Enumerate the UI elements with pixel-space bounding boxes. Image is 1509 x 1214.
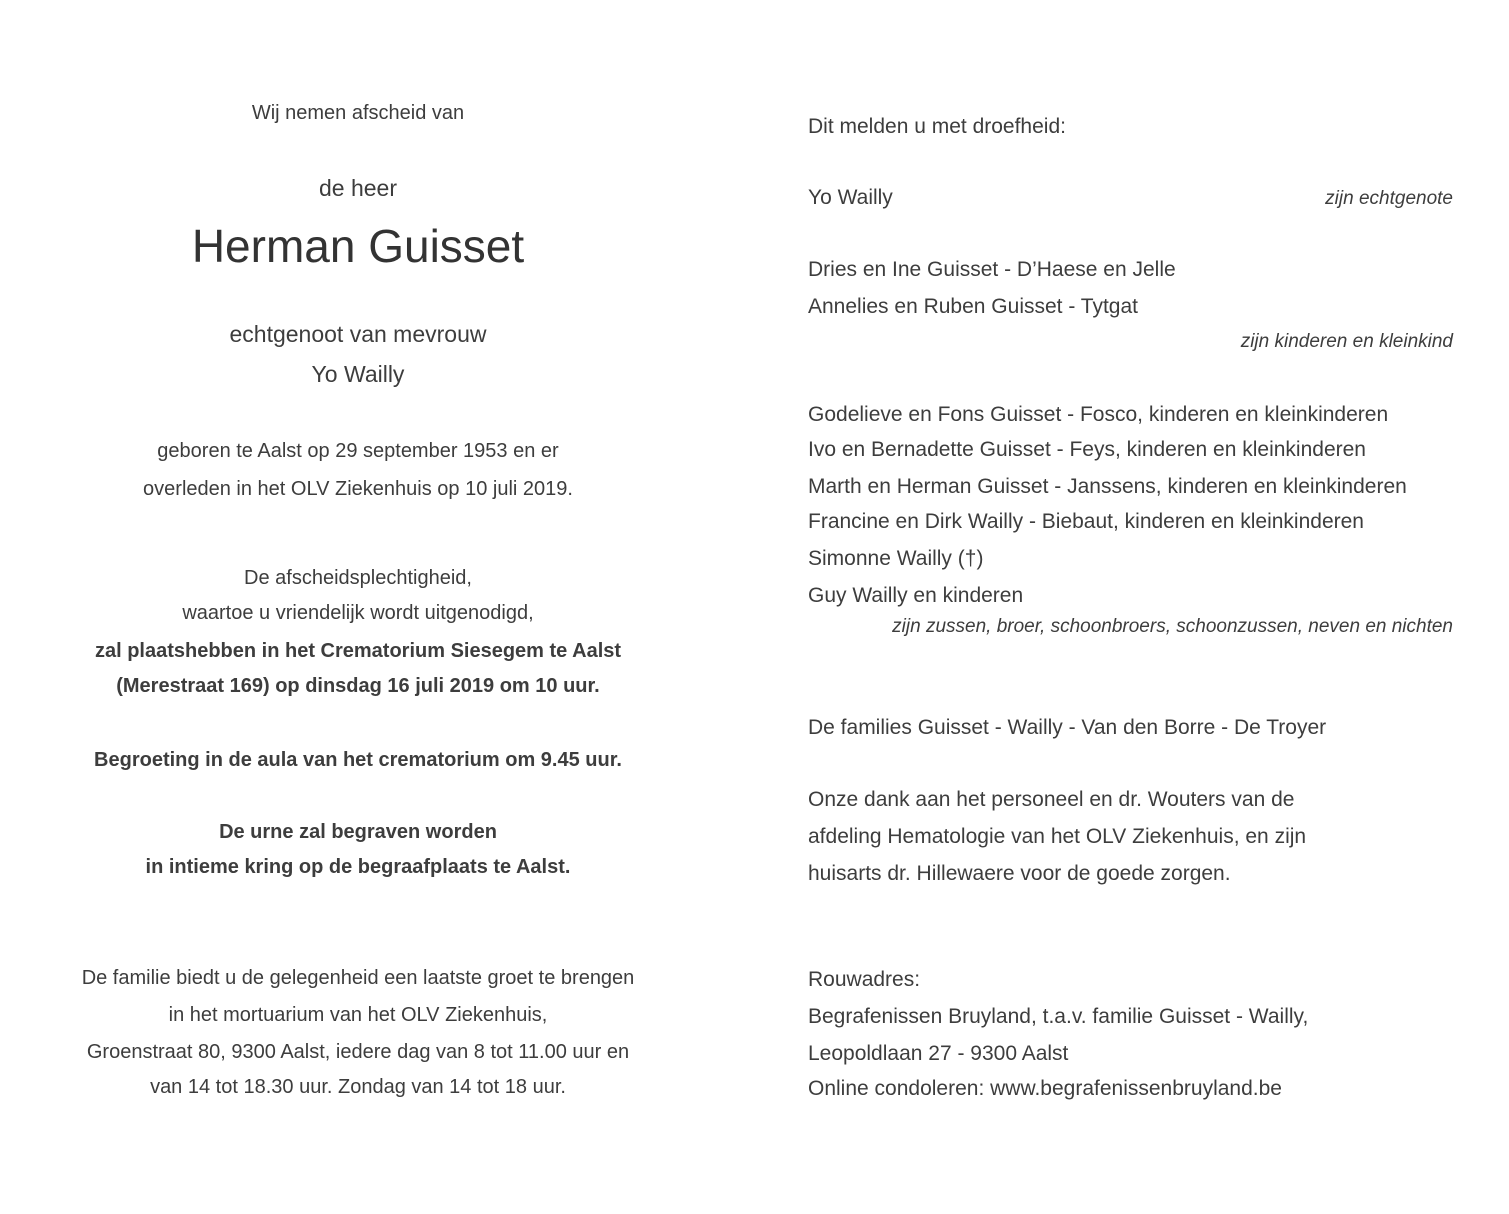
visitation-line: Groenstraat 80, 9300 Aalst, iedere dag van 8 tot 11.00 uur en xyxy=(86,1041,630,1063)
visitation-line: De familie biedt u de gelegenheid een laatste groet te brengen xyxy=(81,967,635,989)
families-line: De families Guisset - Wailly - Van den Borre - De Troyer xyxy=(808,716,1327,739)
siblings-role: zijn zussen, broer, schoonbroers, schoonzussen, neven en nichten xyxy=(892,616,1453,637)
thanks-line: huisarts dr. Hillewaere voor de goede zorgen. xyxy=(808,862,1231,885)
sibling-line: Guy Wailly en kinderen xyxy=(808,584,1024,607)
sibling-line: Francine en Dirk Wailly - Biebaut, kinderen en kleinkinderen xyxy=(808,510,1364,533)
death-line: overleden in het OLV Ziekenhuis op 10 juli 2019. xyxy=(143,478,573,500)
sibling-line: Ivo en Bernadette Guisset - Feys, kinderen en kleinkinderen xyxy=(808,438,1366,461)
children-role: zijn kinderen en kleinkind xyxy=(1240,331,1453,352)
ceremony-line: (Merestraat 169) op dinsdag 16 juli 2019 om 10 uur. xyxy=(116,675,600,697)
thanks-line: afdeling Hematologie van het OLV Ziekenhuis, en zijn xyxy=(808,825,1307,848)
spouse-name: Yo Wailly xyxy=(311,361,405,387)
birth-line: geboren te Aalst op 29 september 1953 en er xyxy=(157,440,559,462)
child-line: Dries en Ine Guisset - D’Haese en Jelle xyxy=(808,258,1176,281)
spouse-name: Yo Wailly xyxy=(808,186,893,209)
address-label: Rouwadres: xyxy=(808,968,921,991)
salutation: de heer xyxy=(318,175,397,201)
visitation-line: van 14 tot 18.30 uur. Zondag van 14 tot 18 uur. xyxy=(150,1076,566,1098)
address-line: Begrafenissen Bruyland, t.a.v. familie Guisset - Wailly, xyxy=(808,1005,1309,1028)
thanks-line: Onze dank aan het personeel en dr. Wouters van de xyxy=(808,788,1295,811)
deceased-name: Herman Guisset xyxy=(191,220,525,272)
child-line: Annelies en Ruben Guisset - Tytgat xyxy=(808,295,1138,318)
address-line: Leopoldlaan 27 - 9300 Aalst xyxy=(808,1042,1069,1065)
visitation-line: in het mortuarium van het OLV Ziekenhuis, xyxy=(168,1004,548,1026)
sibling-line: Simonne Wailly (†) xyxy=(808,547,984,570)
intro-text: Wij nemen afscheid van xyxy=(251,102,465,124)
greeting-line: Begroeting in de aula van het crematorium om 9.45 uur. xyxy=(94,749,622,771)
spouse-line: echtgenoot van mevrouw xyxy=(229,321,487,347)
ceremony-line: De afscheidsplechtigheid, xyxy=(244,567,472,589)
urn-line: in intieme kring op de begraafplaats te Aalst. xyxy=(145,856,571,878)
ceremony-line: zal plaatshebben in het Crematorium Siesegem te Aalst xyxy=(94,640,622,662)
ceremony-line: waartoe u vriendelijk wordt uitgenodigd, xyxy=(182,602,534,624)
urn-line: De urne zal begraven worden xyxy=(219,821,497,843)
announcement-intro: Dit melden u met droefheid: xyxy=(808,115,1066,138)
spouse-role: zijn echtgenote xyxy=(1325,188,1453,209)
online-condolence: Online condoleren: www.begrafenissenbruyland.be xyxy=(808,1077,1282,1100)
sibling-line: Marth en Herman Guisset - Janssens, kinderen en kleinkinderen xyxy=(808,475,1407,498)
sibling-line: Godelieve en Fons Guisset - Fosco, kinderen en kleinkinderen xyxy=(808,403,1389,426)
